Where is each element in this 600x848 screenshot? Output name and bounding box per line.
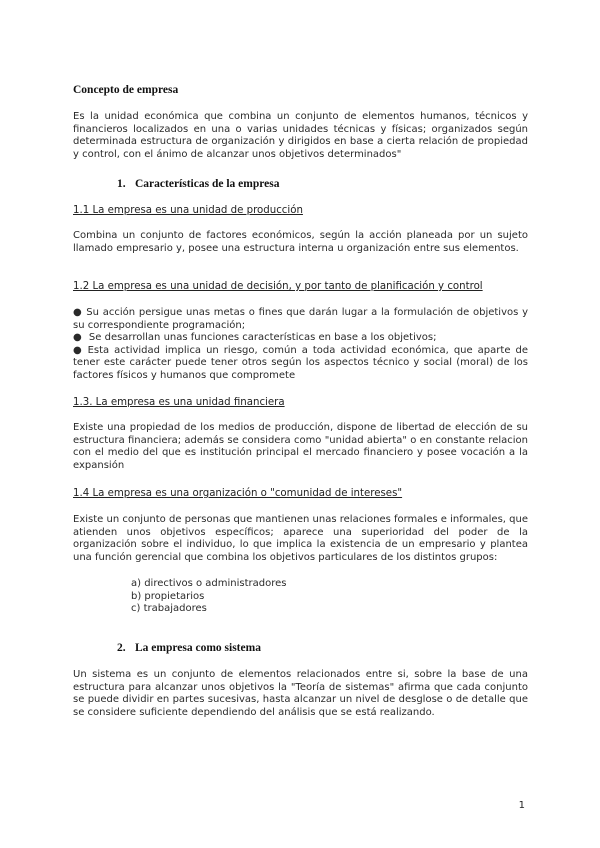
list-item: b) propietarios [131,590,205,602]
bullet-icon: ● [73,344,84,356]
groups-list [131,578,287,616]
bullet-icon: ● [73,307,83,318]
section-1-number: 1. [117,178,126,190]
subsection-1-2-heading: 1.2 La empresa es una unidad de decisión, y por tanto de planificación y control [73,281,483,292]
page-number: 1 [518,800,525,811]
section-1-heading [117,178,279,190]
section-1-title: Características de la empresa [135,178,280,190]
section-2-title: La empresa como sistema [135,642,261,654]
section-2-text: Un sistema es un conjunto de elementos relacionados entre si, sobre la base de una estructura para alcanzar unos objetivos la "Teoría de sistemas" afirma que cada conjunto se puede dividir en partes sucesivas, hasta alcanzar un nivel de desglose o de detalle que se considere suficiente dependiendo del análisis que se está realizando. [73,669,528,718]
subsection-1-3-text: Existe una propiedad de los medios de producción, dispone de libertad de elección de su estructura financiera; además se considera como "unidad abierta" o en constante relacion con el medio del que es institución principal el mercado financiero y posee vocación a la expansión [73,422,528,471]
intro-paragraph: Es la unidad económica que combina un conjunto de elementos humanos, técnicos y financieros localizados en una o varias unidades técnicas y físicas; organizados según determinada estructura de organización y dirigidos en base a cierta relación de propiedad y control, con el ánimo de alcanzar unos objetivos determinados" [73,111,528,160]
bullet-item: ● Esta actividad implica un riesgo, común a toda actividad económica, que aparte de tener este carácter puede tener otros según los aspectos técnico y social (moral) de los factores físicos y humanos que compromete [73,344,528,381]
list-item: c) trabajadores [131,603,207,615]
subsection-1-4-text: Existe un conjunto de personas que mantienen unas relaciones formales e informales, que atienden unos objetivos específicos; aparece una superioridad del poder de la organización sobre el individuo, lo que implica la existencia de un empresario y plantea una función gerencial que combina los objetivos particulares de los distintos grupos: [73,514,528,563]
bullet-icon: ● [73,332,82,344]
document-title: Concepto de empresa [73,84,179,96]
section-2-heading [117,642,261,654]
subsection-1-1-text: Combina un conjunto de factores económicos, según la acción planeada por un sujeto llamado empresario y, posee una estructura interna u organización entre sus elementos. [73,230,528,254]
subsection-1-3-heading: 1.3. La empresa es una unidad financiera [73,397,285,408]
bullet-item: ● Su acción persigue unas metas o fines que darán lugar a la formulación de objetivos y su correspondiente programación; [73,307,528,331]
subsection-1-4-heading: 1.4 La empresa es una organización o "comunidad de intereses" [73,488,403,499]
subsection-1-2-bullets [73,307,528,383]
section-2-number: 2. [117,642,126,654]
subsection-1-1-heading: 1.1 La empresa es una unidad de producción [73,205,303,216]
list-item: a) directivos o administradores [131,578,287,589]
bullet-item: ● Se desarrollan unas funciones características en base a los objetivos; [73,332,437,344]
